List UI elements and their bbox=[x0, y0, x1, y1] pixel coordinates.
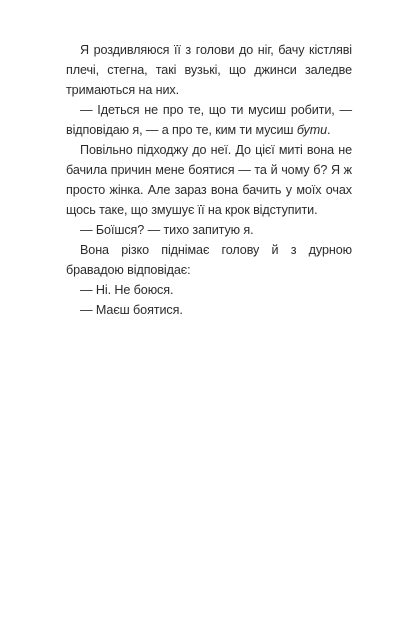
paragraph-text: . bbox=[327, 123, 331, 137]
paragraph: Повільно підходжу до неї. До цієї миті вона не бачила причин мене боятися — та й чому б? Я ж просто жінка. Але зараз вона бачить у моїх очах щось таке, що змушує її на крок відступити. bbox=[66, 143, 352, 217]
emphasis-text: бути bbox=[296, 123, 328, 137]
paragraph: Вона різко піднімає голову й з дурною бравадою відповідає: bbox=[66, 243, 352, 277]
paragraph: — Маєш боятися. bbox=[80, 303, 183, 317]
paragraph: Я роздивляюся її з голови до ніг, бачу кістляві плечі, стегна, такі вузькі, що джинси заледве тримаються на них. bbox=[66, 43, 352, 97]
body-text bbox=[66, 40, 352, 320]
paragraph bbox=[66, 100, 352, 140]
paragraph: — Боїшся? — тихо запитую я. bbox=[80, 223, 254, 237]
paragraph: — Ні. Не боюся. bbox=[80, 283, 174, 297]
paragraph-text: — Ідеться не про те, що ти мусиш робити, — відповідаю я, — а про те, ким ти мусиш bbox=[66, 103, 352, 137]
